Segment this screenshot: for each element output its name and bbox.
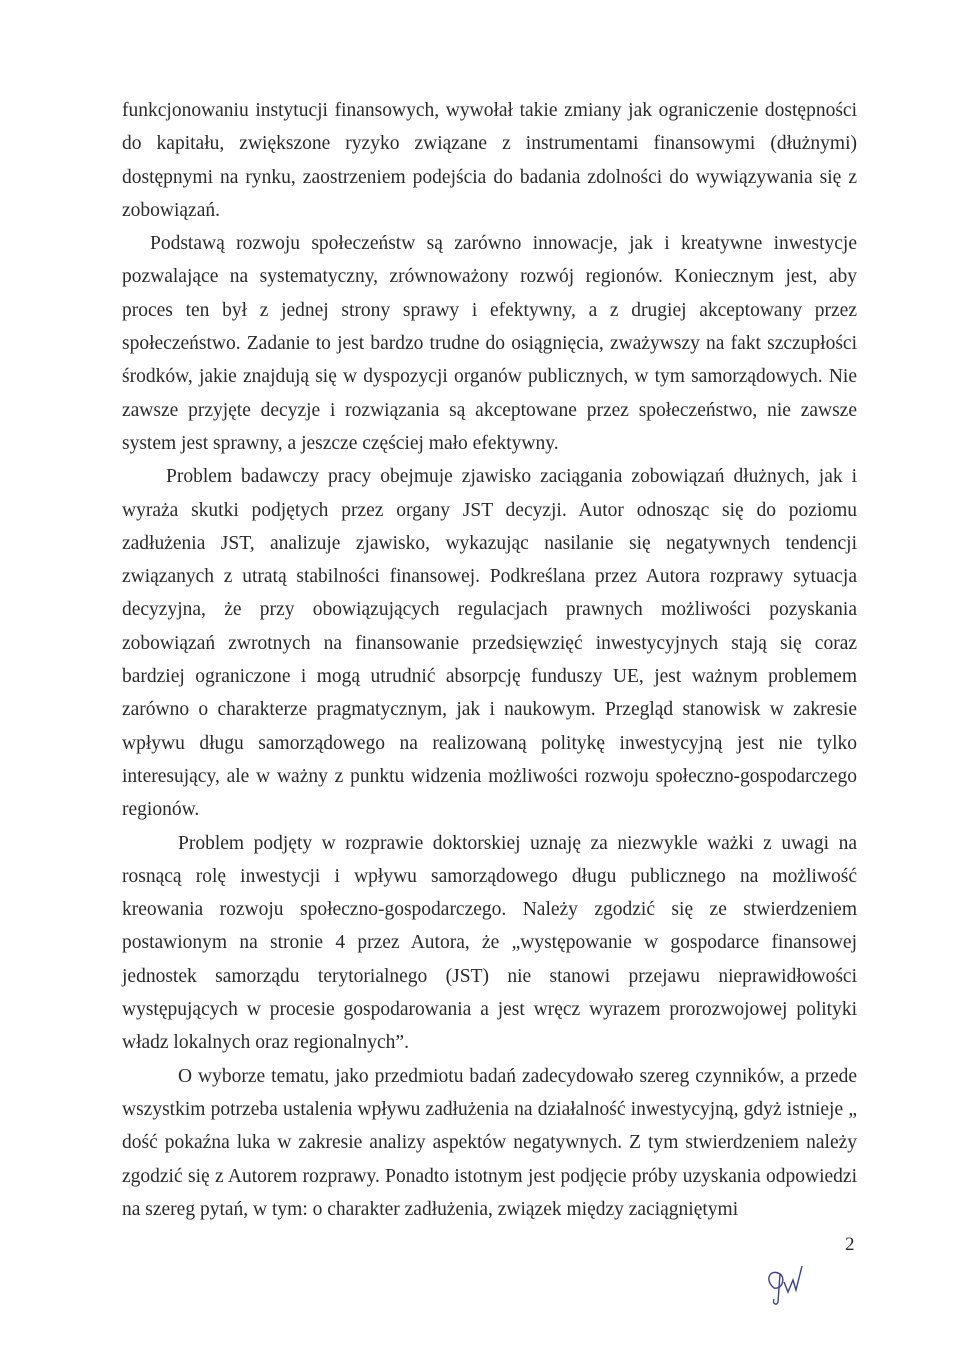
paragraph-1: funkcjonowaniu instytucji finansowych, wywołał takie zmiany jak ograniczenie dostępności do kapitału, zwiększone ryzyko związane z instrumentami finansowymi (dłużnymi) dostępnymi na rynku, zaostrzeniem podejścia do badania zdolności do wywiązywania się z zobowiązań. — [122, 100, 857, 221]
page-number: 2 — [845, 1234, 855, 1255]
paragraph-2: Podstawą rozwoju społeczeństw są zarówno innowacje, jak i kreatywne inwestycje pozwalające na systematyczny, zrównoważony rozwój regionów. Koniecznym jest, aby proces ten był z jednej strony sprawy i efektywny, a z drugiej akceptowany przez społeczeństwo. Zadanie to jest bardzo trudne do osiągnięcia, zważywszy na fakt szczupłości środków, jakie znajdują się w dyspozycji organów publicznych, w tym samorządowych. Nie zawsze przyjęte decyzje i rozwiązania są akceptowane przez społeczeństwo, nie zawsze system jest sprawny, a jeszcze częściej mało efektywny. — [122, 233, 857, 454]
paragraph-5: O wyborze tematu, jako przedmiotu badań zadecydowało szereg czynników, a przede wszystkim potrzeba ustalenia wpływu zadłużenia na działalność inwestycyjną, gdyż istnieje „ dość pokaźna luka w zakresie analizy aspektów negatywnych. Z tym stwierdzeniem należy zgodzić się z Autorem rozprawy. Ponadto istotnym jest podjęcie próby uzyskania odpowiedzi na szereg pytań, w tym: o charakter zadłużenia, związek między zaciągniętymi — [122, 1065, 857, 1220]
handwritten-initials — [760, 1258, 820, 1308]
paragraph-4: Problem podjęty w rozprawie doktorskiej uznaję za niezwykle ważki z uwagi na rosnącą rolę inwestycji i wpływu samorządowego długu publicznego na możliwość kreowania rozwoju społeczno-gospodarczego. Należy zgodzić się ze stwierdzeniem postawionym na stronie 4 przez Autora, że „występowanie w gospodarce finansowej jednostek samorządu terytorialnego (JST) nie stanowi przejawu nieprawidłowości występujących w procesie gospodarowania a jest wręcz wyrazem prorozwojowej polityki władz lokalnych oraz regionalnych”. — [122, 832, 857, 1054]
body-text — [122, 94, 857, 1226]
paragraph-3: Problem badawczy pracy obejmuje zjawisko zaciągania zobowiązań dłużnych, jak i wyraża skutki podjętych przez organy JST decyzji. Autor odnosząc się do poziomu zadłużenia JST, analizuje zjawisko, wykazując nasilanie się negatywnych tendencji związanych z utratą stabilności finansowej. Podkreślana przez Autora rozprawy sytuacja decyzyjna, że przy obowiązujących regulacjach prawnych możliwości pozyskania zobowiązań zwrotnych na finansowanie przedsięwzięć inwestycyjnych stają się coraz bardziej ograniczone i mogą utrudnić absorpcję funduszy UE, jest ważnym problemem zarówno o charakterze pragmatycznym, jak i naukowym. Przegląd stanowisk w zakresie wpływu długu samorządowego na realizowaną politykę inwestycyjną jest nie tylko interesujący, ale w ważny z punktu widzenia możliwości rozwoju społeczno-gospodarczego regionów. — [122, 466, 857, 821]
